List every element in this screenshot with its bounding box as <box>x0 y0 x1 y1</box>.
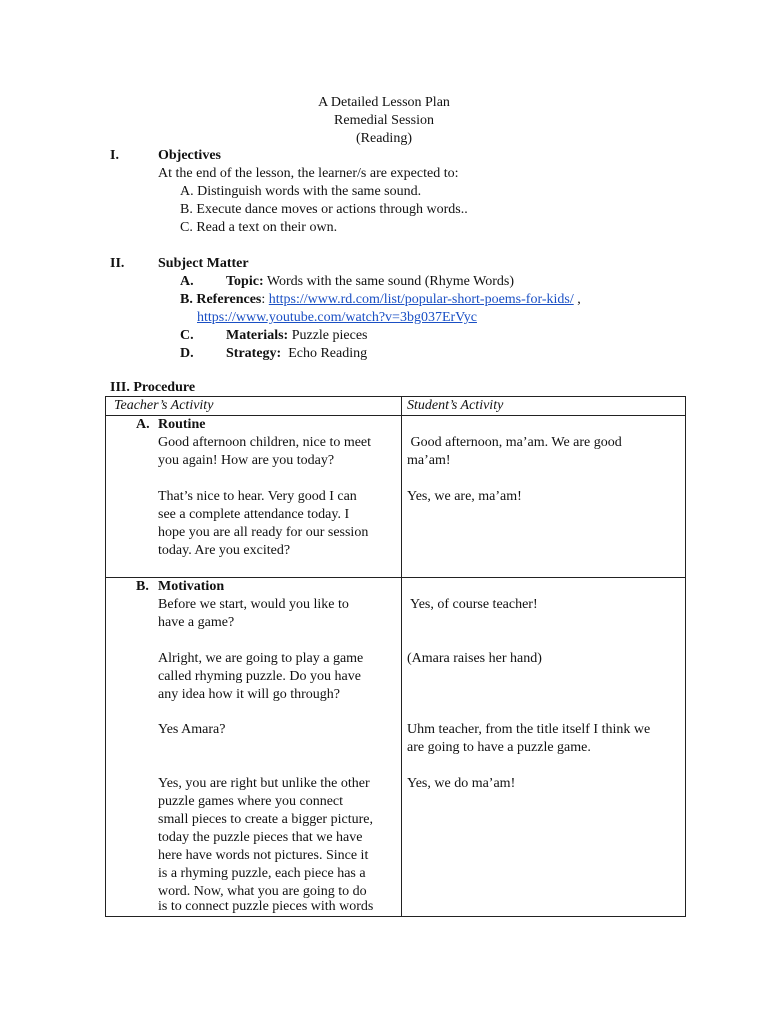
routine-teacher-line: Good afternoon children, nice to meet <box>158 435 372 450</box>
routine-teacher-line: see a complete attendance today. I <box>158 507 350 522</box>
motivation-title: Motivation <box>158 579 225 594</box>
motivation-teacher-line: Yes Amara? <box>158 722 226 737</box>
motivation-teacher-line: small pieces to create a bigger picture, <box>158 812 373 827</box>
motivation-teacher-line: is a rhyming puzzle, each piece has a <box>158 866 366 881</box>
references-line <box>180 291 581 309</box>
table-header-row <box>106 397 686 416</box>
objective-item-a: A. Distinguish words with the same sound. <box>180 184 422 199</box>
strategy-letter: D. <box>180 346 194 361</box>
procedure-table <box>105 396 686 917</box>
motivation-student-line: Uhm teacher, from the title itself I think we <box>407 722 651 737</box>
references-label: References <box>196 292 262 307</box>
routine-letter: A. <box>136 417 150 432</box>
materials-line <box>226 327 368 345</box>
motivation-student-line: are going to have a puzzle game. <box>407 740 591 755</box>
student-column-label: Student’s Activity <box>407 398 504 413</box>
subject-matter-numeral: II. <box>110 256 125 271</box>
strategy-label: Strategy: <box>226 346 282 361</box>
routine-teacher-line: today. Are you excited? <box>158 543 291 558</box>
materials-value: Puzzle pieces <box>291 328 368 343</box>
strategy-line <box>226 345 367 363</box>
motivation-student-line: Yes, of course teacher! <box>407 597 538 612</box>
motivation-teacher-line: called rhyming puzzle. Do you have <box>158 669 361 684</box>
routine-title: Routine <box>158 417 206 432</box>
motivation-letter: B. <box>136 579 149 594</box>
teacher-column-header <box>106 397 402 416</box>
routine-student-line: Good afternoon, ma’am. We are good <box>407 435 622 450</box>
document-title: A Detailed Lesson Plan <box>318 95 450 110</box>
routine-student-line: ma’am! <box>407 453 451 468</box>
subject-matter-heading: Subject Matter <box>158 256 249 271</box>
topic-letter: A. <box>180 274 194 289</box>
reference-link-youtube[interactable]: https://www.youtube.com/watch?v=3bg037ErVyc <box>197 310 477 325</box>
motivation-teacher-line: Yes, you are right but unlike the other <box>158 776 370 791</box>
student-column-header <box>402 397 686 416</box>
document-subject: (Reading) <box>356 131 412 146</box>
motivation-teacher-line: have a game? <box>158 615 235 630</box>
objectives-intro: At the end of the lesson, the learner/s are expected to: <box>158 166 459 181</box>
routine-teacher-line: hope you are all ready for our session <box>158 525 369 540</box>
document-subtitle: Remedial Session <box>334 113 434 128</box>
routine-student-line: Yes, we are, ma’am! <box>407 489 522 504</box>
motivation-teacher-line: is to connect puzzle pieces with words <box>158 899 374 914</box>
topic-value: Words with the same sound (Rhyme Words) <box>266 274 514 289</box>
motivation-teacher-line: here have words not pictures. Since it <box>158 848 369 863</box>
references-colon: : <box>261 292 266 307</box>
teacher-column-label: Teacher’s Activity <box>114 398 214 413</box>
motivation-teacher-line: Before we start, would you like to <box>158 597 349 612</box>
topic-line <box>226 273 514 291</box>
routine-teacher-line: you again! How are you today? <box>158 453 335 468</box>
references-letter: B. <box>180 292 193 307</box>
table-row-motivation <box>106 578 686 917</box>
topic-label: Topic: <box>226 274 264 289</box>
routine-student-cell <box>402 416 686 578</box>
materials-letter: C. <box>180 328 194 343</box>
routine-teacher-cell <box>106 416 402 578</box>
objective-item-b: B. Execute dance moves or actions through words.. <box>180 202 468 217</box>
objectives-heading: Objectives <box>158 148 221 163</box>
motivation-teacher-line: Alright, we are going to play a game <box>158 651 364 666</box>
strategy-value: Echo Reading <box>288 346 368 361</box>
motivation-student-line: (Amara raises her hand) <box>407 651 542 666</box>
objectives-numeral: I. <box>110 148 119 163</box>
objective-item-c: C. Read a text on their own. <box>180 220 338 235</box>
motivation-student-line: Yes, we do ma’am! <box>407 776 516 791</box>
motivation-student-cell <box>402 578 686 917</box>
motivation-teacher-cell <box>106 578 402 917</box>
reference-link-rd[interactable]: https://www.rd.com/list/popular-short-poems-for-kids/ <box>268 292 574 307</box>
motivation-teacher-line: today the puzzle pieces that we have <box>158 830 363 845</box>
motivation-teacher-line: puzzle games where you connect <box>158 794 344 809</box>
procedure-heading: III. Procedure <box>110 380 196 395</box>
motivation-teacher-line: any idea how it will go through? <box>158 687 340 702</box>
routine-teacher-line: That’s nice to hear. Very good I can <box>158 489 357 504</box>
table-row-routine <box>106 416 686 578</box>
motivation-teacher-line: word. Now, what you are going to do <box>158 884 367 899</box>
materials-label: Materials: <box>226 328 289 343</box>
references-separator: , <box>577 292 581 307</box>
